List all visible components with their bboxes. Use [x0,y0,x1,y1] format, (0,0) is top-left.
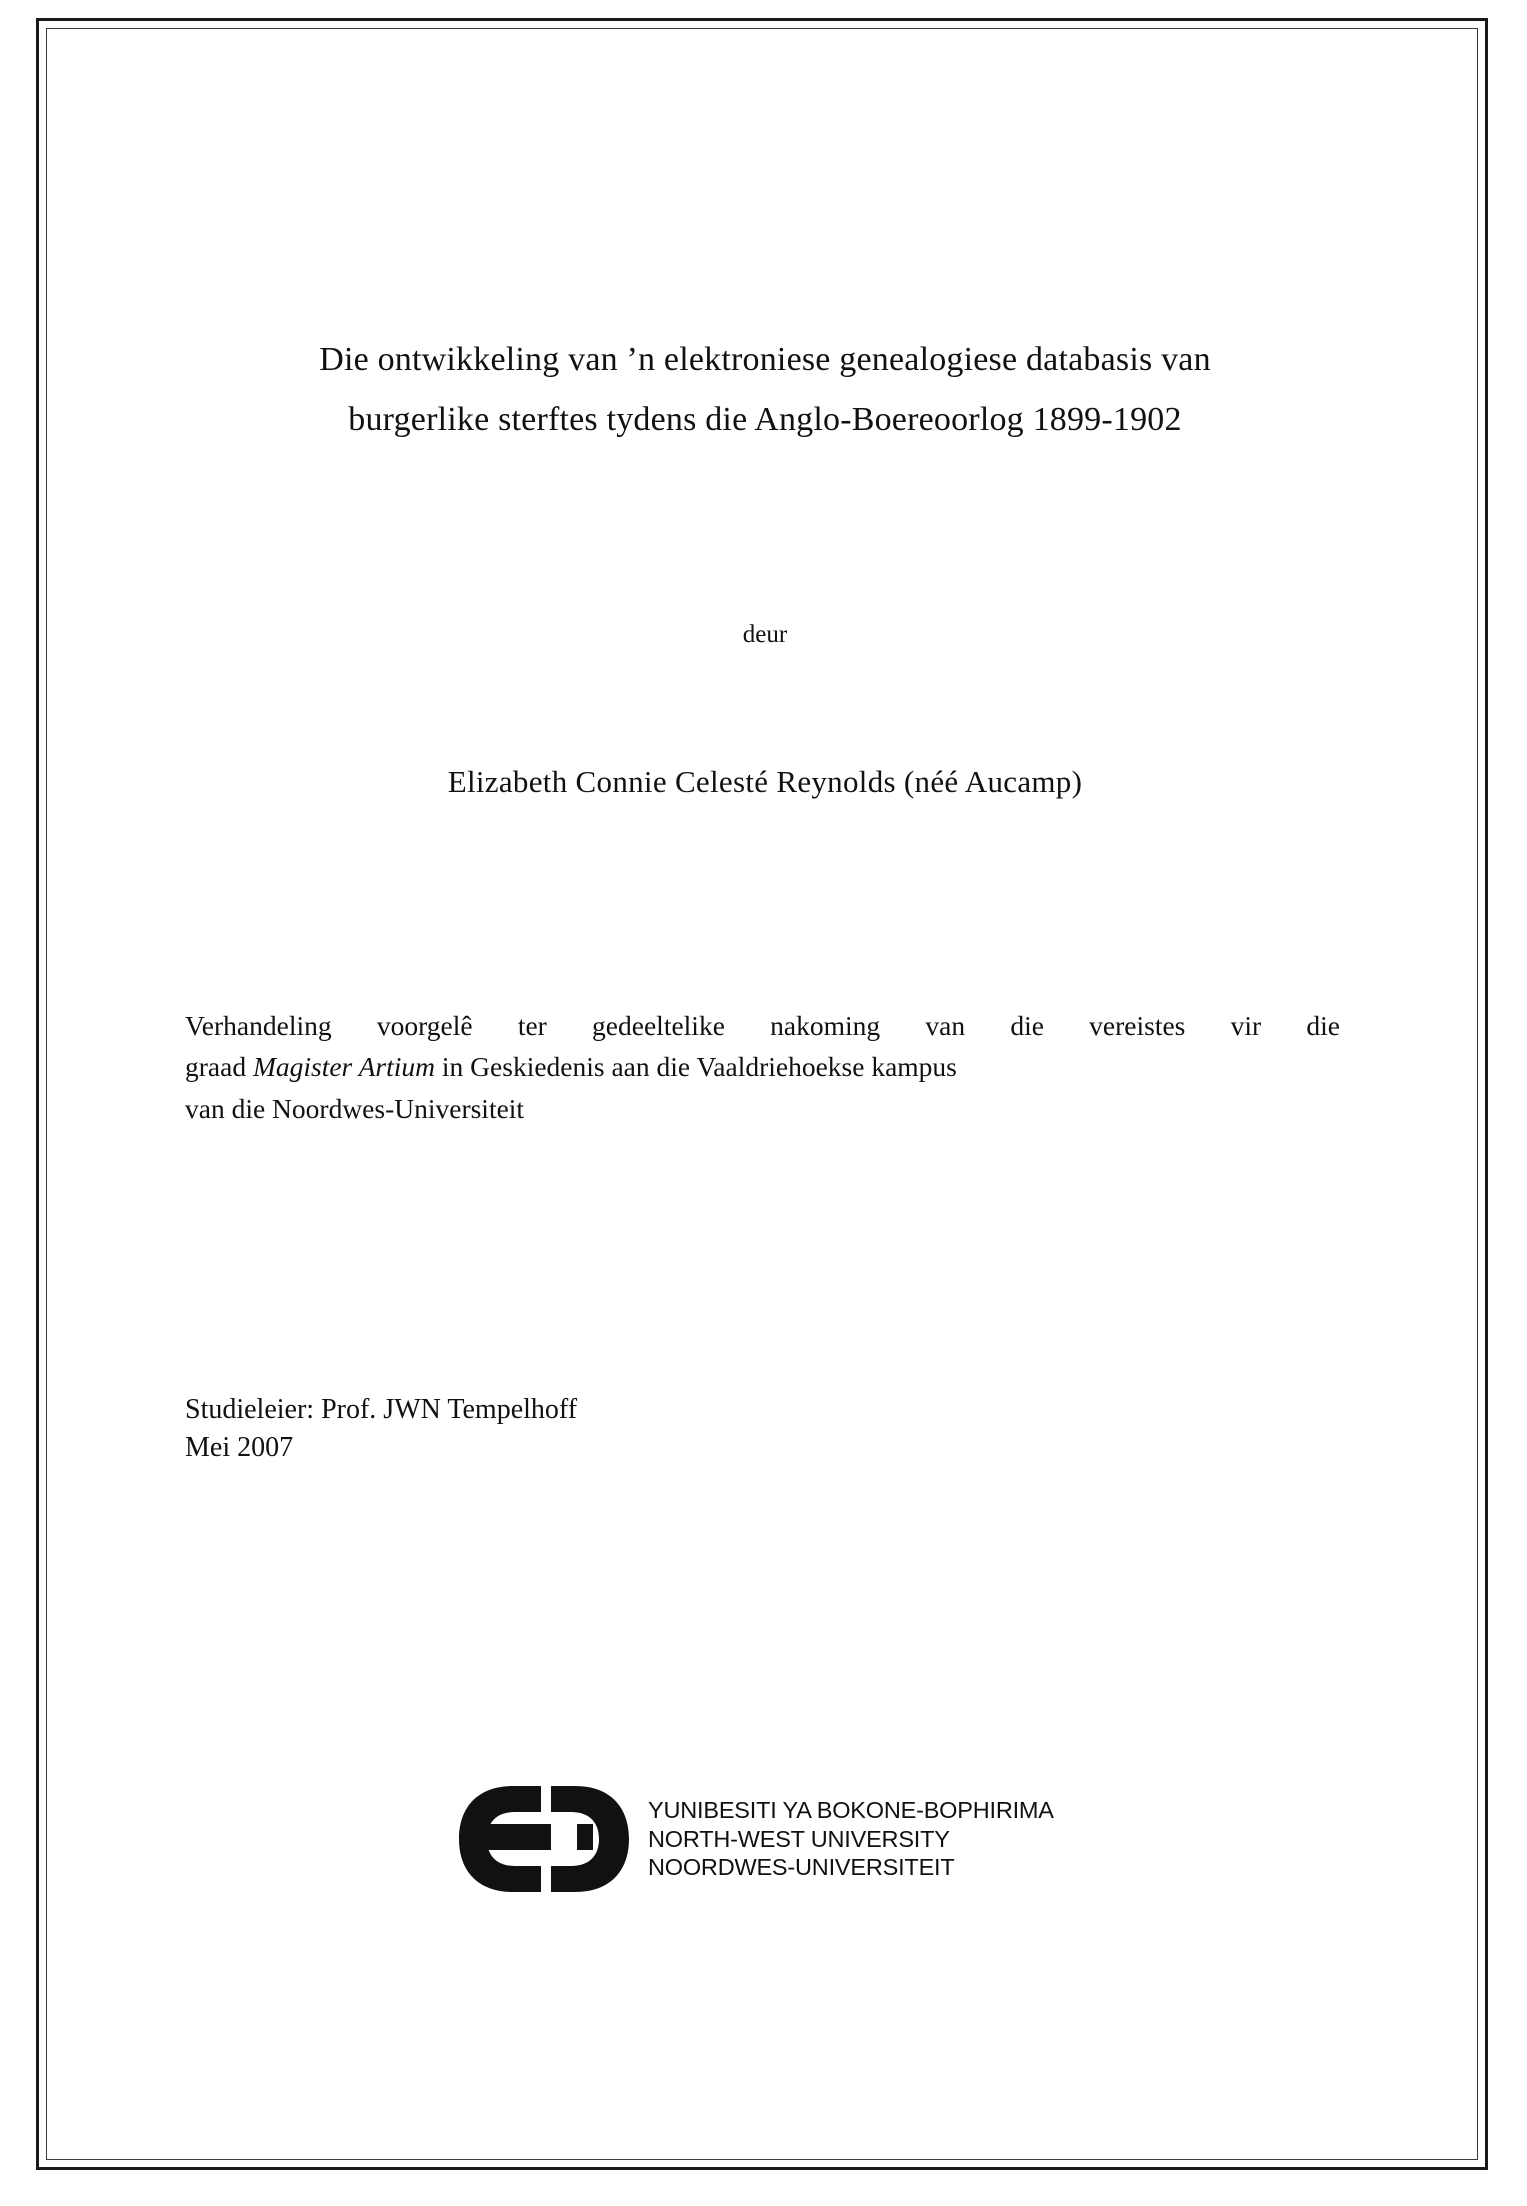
title-line-2: burgerlike sterftes tydens die Anglo-Boereoorlog 1899-1902 [348,400,1182,438]
submission-date: Mei 2007 [185,1432,294,1464]
logo-line-2: NORTH-WEST UNIVERSITY [648,1825,950,1852]
degree-name: Magister Artium [252,1051,436,1083]
author-name: Elizabeth Connie Celesté Reynolds (néé Aucamp) [447,764,1083,799]
university-logo-text [648,1796,1054,1881]
title-line-1: Die ontwikkeling van ’n elektroniese genealogiese databasis van [319,341,1211,378]
submission-statement [185,1005,1340,1129]
supervisor-block [185,1391,1345,1468]
logo-line-3: NOORDWES-UNIVERSITEIT [648,1854,955,1881]
supervisor-name: Studieleier: Prof. JWN Tempelhoff [185,1393,578,1425]
page-content [185,330,1345,1468]
submission-line-2-suffix: in Geskiedenis aan die Vaaldriehoekse kampus [435,1051,957,1083]
submission-line-1: Verhandeling voorgelê ter gedeeltelike nakoming van die vereistes vir die [185,1010,1340,1041]
university-logo [455,1780,1054,1898]
submission-line-2 [185,1046,1340,1087]
page-title [185,330,1345,449]
logo-line-1: YUNIBESITI YA BOKONE-BOPHIRIMA [648,1797,1054,1824]
by-label: deur [742,621,788,648]
submission-line-2-prefix: graad [185,1051,253,1083]
submission-line-3: van die Noordwes-Universiteit [185,1092,525,1124]
nwu-logo-icon [455,1780,640,1898]
